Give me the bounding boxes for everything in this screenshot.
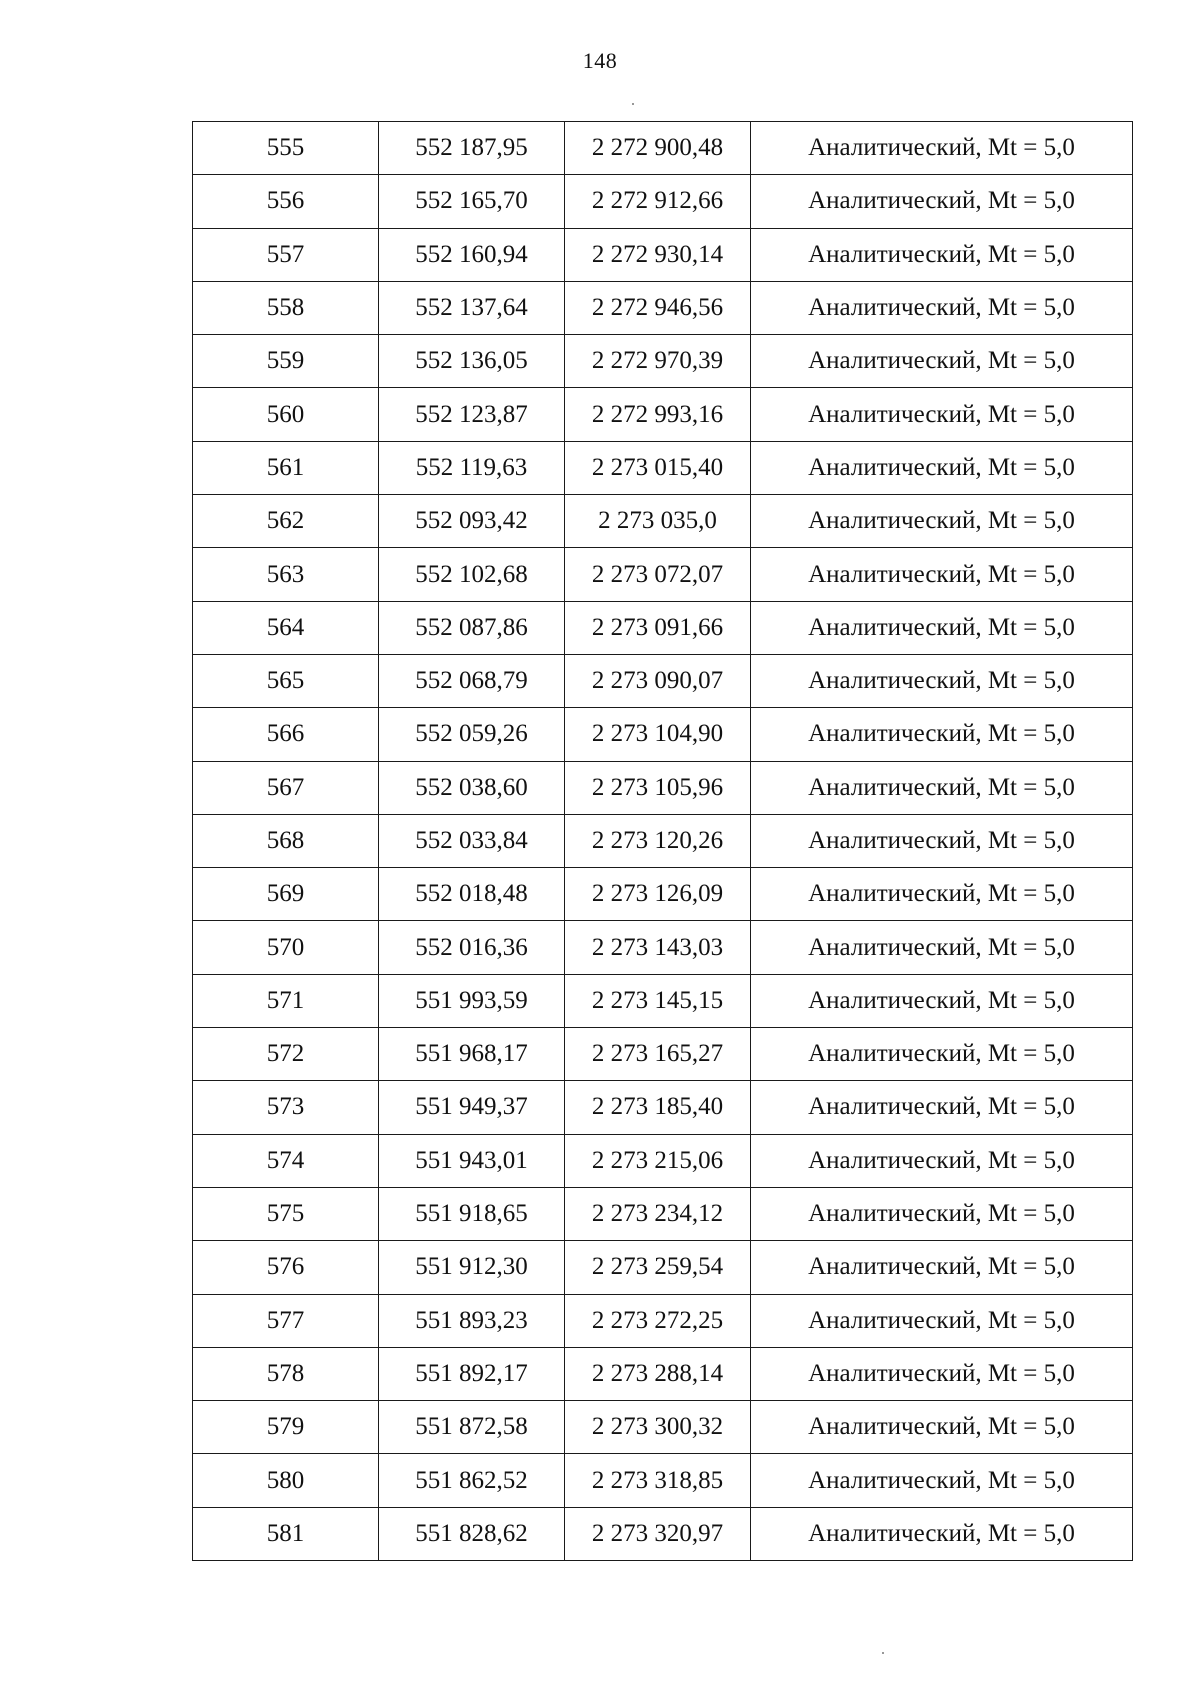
point-number-cell: 555: [193, 122, 379, 175]
scan-speck: [882, 1652, 884, 1654]
x-coordinate-cell: 552 102,68: [379, 548, 565, 601]
method-cell: Аналитический, Mt = 5,0: [751, 654, 1133, 707]
y-coordinate-cell: 2 273 104,90: [565, 708, 751, 761]
point-number-cell: 562: [193, 495, 379, 548]
point-number-cell: 581: [193, 1507, 379, 1560]
point-number-cell: 577: [193, 1294, 379, 1347]
x-coordinate-cell: 551 862,52: [379, 1454, 565, 1507]
y-coordinate-cell: 2 273 015,40: [565, 441, 751, 494]
method-cell: Аналитический, Mt = 5,0: [751, 1507, 1133, 1560]
method-cell: Аналитический, Mt = 5,0: [751, 175, 1133, 228]
y-coordinate-cell: 2 273 035,0: [565, 495, 751, 548]
point-number-cell: 579: [193, 1401, 379, 1454]
point-number-cell: 556: [193, 175, 379, 228]
y-coordinate-cell: 2 273 318,85: [565, 1454, 751, 1507]
point-number-cell: 568: [193, 814, 379, 867]
point-number-cell: 573: [193, 1081, 379, 1134]
table-row: [193, 1507, 1133, 1560]
table-row: [193, 441, 1133, 494]
table-row: [193, 921, 1133, 974]
x-coordinate-cell: 552 016,36: [379, 921, 565, 974]
table-row: [193, 601, 1133, 654]
method-cell: Аналитический, Mt = 5,0: [751, 1241, 1133, 1294]
table-row: [193, 1028, 1133, 1081]
method-cell: Аналитический, Mt = 5,0: [751, 281, 1133, 334]
x-coordinate-cell: 551 912,30: [379, 1241, 565, 1294]
point-number-cell: 574: [193, 1134, 379, 1187]
x-coordinate-cell: 552 059,26: [379, 708, 565, 761]
x-coordinate-cell: 552 033,84: [379, 814, 565, 867]
y-coordinate-cell: 2 273 126,09: [565, 868, 751, 921]
point-number-cell: 569: [193, 868, 379, 921]
table-row: [193, 388, 1133, 441]
x-coordinate-cell: 552 087,86: [379, 601, 565, 654]
table-row: [193, 1347, 1133, 1400]
x-coordinate-cell: 552 038,60: [379, 761, 565, 814]
method-cell: Аналитический, Mt = 5,0: [751, 1134, 1133, 1187]
method-cell: Аналитический, Mt = 5,0: [751, 921, 1133, 974]
point-number-cell: 557: [193, 228, 379, 281]
y-coordinate-cell: 2 272 912,66: [565, 175, 751, 228]
x-coordinate-cell: 552 160,94: [379, 228, 565, 281]
table-row: [193, 122, 1133, 175]
point-number-cell: 578: [193, 1347, 379, 1400]
point-number-cell: 570: [193, 921, 379, 974]
y-coordinate-cell: 2 272 900,48: [565, 122, 751, 175]
table-row: [193, 761, 1133, 814]
point-number-cell: 559: [193, 335, 379, 388]
method-cell: Аналитический, Mt = 5,0: [751, 974, 1133, 1027]
y-coordinate-cell: 2 272 930,14: [565, 228, 751, 281]
method-cell: Аналитический, Mt = 5,0: [751, 814, 1133, 867]
y-coordinate-cell: 2 273 143,03: [565, 921, 751, 974]
method-cell: Аналитический, Mt = 5,0: [751, 1347, 1133, 1400]
method-cell: Аналитический, Mt = 5,0: [751, 335, 1133, 388]
point-number-cell: 576: [193, 1241, 379, 1294]
table-row: [193, 1401, 1133, 1454]
x-coordinate-cell: 552 068,79: [379, 654, 565, 707]
point-number-cell: 572: [193, 1028, 379, 1081]
table-row: [193, 654, 1133, 707]
point-number-cell: 580: [193, 1454, 379, 1507]
x-coordinate-cell: 551 872,58: [379, 1401, 565, 1454]
point-number-cell: 564: [193, 601, 379, 654]
y-coordinate-cell: 2 273 272,25: [565, 1294, 751, 1347]
point-number-cell: 560: [193, 388, 379, 441]
x-coordinate-cell: 552 165,70: [379, 175, 565, 228]
point-number-cell: 561: [193, 441, 379, 494]
x-coordinate-cell: 551 993,59: [379, 974, 565, 1027]
method-cell: Аналитический, Mt = 5,0: [751, 441, 1133, 494]
point-number-cell: 566: [193, 708, 379, 761]
x-coordinate-cell: 552 136,05: [379, 335, 565, 388]
method-cell: Аналитический, Mt = 5,0: [751, 1028, 1133, 1081]
y-coordinate-cell: 2 273 091,66: [565, 601, 751, 654]
method-cell: Аналитический, Mt = 5,0: [751, 601, 1133, 654]
method-cell: Аналитический, Mt = 5,0: [751, 122, 1133, 175]
y-coordinate-cell: 2 273 259,54: [565, 1241, 751, 1294]
point-number-cell: 571: [193, 974, 379, 1027]
method-cell: Аналитический, Mt = 5,0: [751, 228, 1133, 281]
method-cell: Аналитический, Mt = 5,0: [751, 548, 1133, 601]
table-row: [193, 868, 1133, 921]
method-cell: Аналитический, Mt = 5,0: [751, 761, 1133, 814]
method-cell: Аналитический, Mt = 5,0: [751, 868, 1133, 921]
y-coordinate-cell: 2 273 090,07: [565, 654, 751, 707]
table-row: [193, 814, 1133, 867]
y-coordinate-cell: 2 273 165,27: [565, 1028, 751, 1081]
table-row: [193, 335, 1133, 388]
x-coordinate-cell: 551 892,17: [379, 1347, 565, 1400]
coordinates-table: [192, 121, 1133, 1561]
point-number-cell: 565: [193, 654, 379, 707]
table-row: [193, 1081, 1133, 1134]
x-coordinate-cell: 552 093,42: [379, 495, 565, 548]
y-coordinate-cell: 2 273 234,12: [565, 1187, 751, 1240]
x-coordinate-cell: 552 018,48: [379, 868, 565, 921]
x-coordinate-cell: 551 949,37: [379, 1081, 565, 1134]
method-cell: Аналитический, Mt = 5,0: [751, 1187, 1133, 1240]
x-coordinate-cell: 551 828,62: [379, 1507, 565, 1560]
y-coordinate-cell: 2 273 215,06: [565, 1134, 751, 1187]
x-coordinate-cell: 551 918,65: [379, 1187, 565, 1240]
y-coordinate-cell: 2 272 970,39: [565, 335, 751, 388]
x-coordinate-cell: 552 187,95: [379, 122, 565, 175]
method-cell: Аналитический, Mt = 5,0: [751, 1454, 1133, 1507]
y-coordinate-cell: 2 273 105,96: [565, 761, 751, 814]
y-coordinate-cell: 2 272 946,56: [565, 281, 751, 334]
x-coordinate-cell: 552 137,64: [379, 281, 565, 334]
y-coordinate-cell: 2 273 320,97: [565, 1507, 751, 1560]
table-row: [193, 1454, 1133, 1507]
point-number-cell: 567: [193, 761, 379, 814]
coordinates-table-body: [193, 122, 1133, 1561]
table-row: [193, 495, 1133, 548]
method-cell: Аналитический, Mt = 5,0: [751, 495, 1133, 548]
table-row: [193, 1294, 1133, 1347]
x-coordinate-cell: 551 943,01: [379, 1134, 565, 1187]
y-coordinate-cell: 2 273 288,14: [565, 1347, 751, 1400]
table-row: [193, 1187, 1133, 1240]
method-cell: Аналитический, Mt = 5,0: [751, 708, 1133, 761]
y-coordinate-cell: 2 273 072,07: [565, 548, 751, 601]
method-cell: Аналитический, Mt = 5,0: [751, 388, 1133, 441]
table-row: [193, 1134, 1133, 1187]
table-row: [193, 708, 1133, 761]
y-coordinate-cell: 2 273 145,15: [565, 974, 751, 1027]
y-coordinate-cell: 2 273 300,32: [565, 1401, 751, 1454]
table-row: [193, 974, 1133, 1027]
x-coordinate-cell: 552 123,87: [379, 388, 565, 441]
y-coordinate-cell: 2 273 185,40: [565, 1081, 751, 1134]
table-row: [193, 228, 1133, 281]
table-row: [193, 175, 1133, 228]
point-number-cell: 558: [193, 281, 379, 334]
method-cell: Аналитический, Mt = 5,0: [751, 1401, 1133, 1454]
page-number: 148: [582, 48, 618, 73]
x-coordinate-cell: 552 119,63: [379, 441, 565, 494]
x-coordinate-cell: 551 893,23: [379, 1294, 565, 1347]
x-coordinate-cell: 551 968,17: [379, 1028, 565, 1081]
y-coordinate-cell: 2 272 993,16: [565, 388, 751, 441]
method-cell: Аналитический, Mt = 5,0: [751, 1294, 1133, 1347]
scan-speck: [632, 103, 634, 105]
method-cell: Аналитический, Mt = 5,0: [751, 1081, 1133, 1134]
y-coordinate-cell: 2 273 120,26: [565, 814, 751, 867]
table-row: [193, 1241, 1133, 1294]
table-row: [193, 281, 1133, 334]
table-row: [193, 548, 1133, 601]
point-number-cell: 563: [193, 548, 379, 601]
point-number-cell: 575: [193, 1187, 379, 1240]
